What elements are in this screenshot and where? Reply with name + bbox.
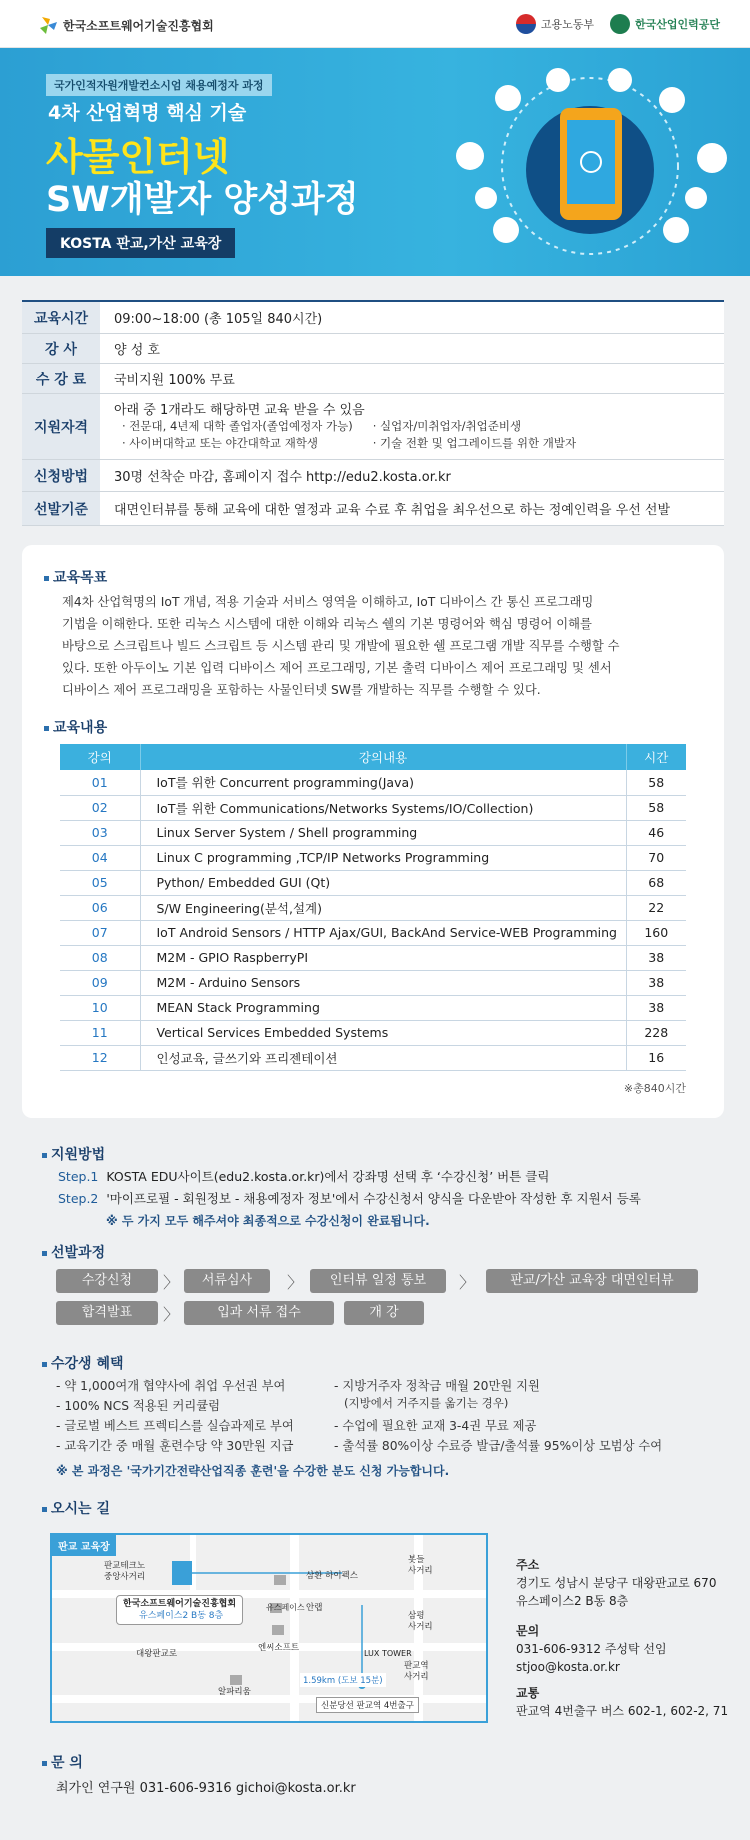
lecture-hours: 46 xyxy=(626,820,686,845)
moel-logo[interactable] xyxy=(516,14,594,34)
step-text: '마이프로필 - 회원정보 - 채용예정자 정보'에서 수강신청서 양식을 다운받아 작성한 후 지원서 등록 xyxy=(106,1191,641,1206)
lecture-number: 01 xyxy=(60,770,140,795)
section-title: 수강생 혜택 xyxy=(42,1353,124,1373)
map-landmark: 삼환 하이펙스 xyxy=(306,1571,358,1581)
table-row xyxy=(60,1020,686,1045)
lecture-number: 07 xyxy=(60,920,140,945)
map-landmark: 알파리움 xyxy=(218,1687,251,1697)
table-row xyxy=(60,795,686,820)
info-key: 지원자격 xyxy=(22,394,100,459)
goal-line: 있다. 또한 아두이노 기본 입력 디바이스 제어 프로그래밍, 기본 출력 디바이스 제어 프로그래밍 및 센서 xyxy=(62,661,612,675)
section-title: 선발과정 xyxy=(42,1242,105,1262)
lecture-hours: 38 xyxy=(626,970,686,995)
apply-note: ※ 두 가지 모두 해주셔야 최종적으로 수강신청이 완료됩니다. xyxy=(106,1214,430,1228)
info-value: 09:00~18:00 (총 105일 840시간) xyxy=(114,312,323,327)
info-row xyxy=(22,364,724,394)
process-step: 수강신청 xyxy=(56,1269,158,1293)
lecture-number: 09 xyxy=(60,970,140,995)
process-step: 인터뷰 일정 통보 xyxy=(310,1269,446,1293)
addr-title: 주소 xyxy=(516,1558,540,1572)
info-row-qualification xyxy=(22,394,724,460)
qual-item: · 전문대, 4년제 대학 졸업자(졸업예정자 가능) xyxy=(122,419,353,433)
map-station: 신분당선 판교역 4번출구 xyxy=(316,1697,419,1713)
col-header: 강의 xyxy=(60,744,140,770)
location-map[interactable] xyxy=(50,1533,488,1723)
contact-title: 문의 xyxy=(516,1624,540,1638)
hero-banner xyxy=(0,48,750,276)
hero-location: KOSTA 판교,가산 교육장 xyxy=(46,228,235,258)
hrd-logo[interactable] xyxy=(610,14,720,34)
info-row xyxy=(22,302,724,334)
chevron-right-icon: 〉 xyxy=(162,1273,179,1292)
lecture-hours: 58 xyxy=(626,795,686,820)
col-header: 강의내용 xyxy=(140,744,626,770)
process-step: 판교/가산 교육장 대면인터뷰 xyxy=(486,1269,698,1293)
table-row xyxy=(60,920,686,945)
taegeuk-icon xyxy=(516,14,536,34)
lecture-hours: 16 xyxy=(626,1045,686,1070)
hero-subtitle: 4차 산업혁명 핵심 기술 xyxy=(48,102,247,124)
section-title: 교육내용 xyxy=(44,717,107,737)
lecture-number: 04 xyxy=(60,845,140,870)
benefit-item: - 100% NCS 적용된 커리큘럼 xyxy=(56,1399,220,1413)
section-title: 문 의 xyxy=(42,1752,83,1772)
info-key: 수 강 료 xyxy=(22,364,100,393)
col-header: 시간 xyxy=(626,744,686,770)
benefit-item: - 약 1,000여개 협약사에 취업 우선권 부여 xyxy=(56,1379,286,1393)
lecture-title: IoT를 위한 Communications/Networks Systems/IO/Collection) xyxy=(140,795,626,820)
info-row xyxy=(22,334,724,364)
lecture-number: 02 xyxy=(60,795,140,820)
goal-line: 제4차 산업혁명의 IoT 개념, 적용 기술과 서비스 영역을 이해하고, IoT 디바이스 간 통신 프로그래밍 xyxy=(62,595,594,609)
info-value: 국비지원 100% 무료 xyxy=(114,373,235,388)
lecture-number: 06 xyxy=(60,895,140,920)
benefit-item: - 수업에 필요한 교재 3-4권 무료 제공 xyxy=(334,1419,537,1433)
hrd-icon xyxy=(610,14,630,34)
table-row xyxy=(60,945,686,970)
map-label: 판교 교육장 xyxy=(52,1535,116,1556)
course-info-table xyxy=(22,300,724,526)
info-row xyxy=(22,492,724,526)
section-title: 오시는 길 xyxy=(42,1498,110,1518)
table-row xyxy=(60,970,686,995)
qual-item: · 사이버대학교 또는 야간대학교 재학생 xyxy=(122,436,319,450)
lecture-number: 12 xyxy=(60,1045,140,1070)
contact-email[interactable]: stjoo@kosta.or.kr xyxy=(516,1660,620,1674)
table-row xyxy=(60,1045,686,1070)
inquiry-text: 최가인 연구원 031-606-9316 gichoi@kosta.or.kr xyxy=(56,1781,356,1796)
step-text: KOSTA EDU사이트(edu2.kosta.or.kr)에서 강좌명 선택 후 ‘수강신청’ 버튼 클릭 xyxy=(106,1169,550,1184)
benefit-item: - 교육기간 중 매월 훈련수당 약 30만원 지급 xyxy=(56,1439,294,1453)
step-label: Step.2 xyxy=(58,1191,99,1206)
moel-name: 고용노동부 xyxy=(540,18,594,31)
lecture-hours: 70 xyxy=(626,845,686,870)
contact-block xyxy=(516,1622,667,1676)
step-label: Step.1 xyxy=(58,1169,99,1184)
hrd-name: 한국산업인력공단 xyxy=(634,18,720,31)
map-landmark: 삼평 사거리 xyxy=(408,1611,433,1632)
lecture-title: M2M - Arduino Sensors xyxy=(140,970,626,995)
lecture-hours: 160 xyxy=(626,920,686,945)
map-landmark: 엔씨소프트 xyxy=(258,1643,300,1653)
table-row xyxy=(60,845,686,870)
pinwheel-icon xyxy=(38,16,58,34)
info-key: 신청방법 xyxy=(22,460,100,491)
hero-kicker: 국가인적자원개발컨소시엄 채용예정자 과정 xyxy=(46,74,272,96)
map-landmark: 판교역 사거리 xyxy=(404,1661,429,1682)
lecture-hours: 58 xyxy=(626,770,686,795)
chevron-right-icon: 〉 xyxy=(162,1305,179,1324)
iot-illustration xyxy=(450,58,740,268)
info-key: 강 사 xyxy=(22,334,100,363)
benefit-item: - 출석률 80%이상 수료증 발급/출석률 95%이상 모범상 수여 xyxy=(334,1439,663,1453)
lecture-number: 08 xyxy=(60,945,140,970)
chevron-right-icon: 〉 xyxy=(286,1273,303,1292)
chevron-right-icon: 〉 xyxy=(458,1273,475,1292)
map-distance: 1.59km (도보 15분) xyxy=(300,1673,386,1687)
table-row xyxy=(60,895,686,920)
addr-line: 유스페이스2 B동 8층 xyxy=(516,1594,629,1608)
hero-title-1: 사물인터넷 xyxy=(46,135,230,179)
qual-main: 아래 중 1개라도 해당하면 교육 받을 수 있음 xyxy=(114,403,365,418)
benefits-left xyxy=(56,1376,294,1456)
trans-title: 교통 xyxy=(516,1686,540,1700)
table-row xyxy=(60,820,686,845)
lecture-title: IoT Android Sensors / HTTP Ajax/GUI, BackAnd Service-WEB Programming xyxy=(140,920,626,945)
table-row xyxy=(60,995,686,1020)
addr-line: 경기도 성남시 분당구 대왕판교로 670 xyxy=(516,1576,717,1590)
section-title: 교육목표 xyxy=(44,567,107,587)
lecture-hours: 38 xyxy=(626,945,686,970)
curriculum-table xyxy=(60,744,686,1071)
benefits-note: ※ 본 과정은 '국가기간전략산업직종 훈련'을 수강한 분도 신청 가능합니다. xyxy=(56,1464,450,1478)
lecture-hours: 38 xyxy=(626,995,686,1020)
top-bar xyxy=(0,0,750,48)
apply-steps xyxy=(58,1166,641,1232)
benefit-item: - 지방거주자 정착금 매월 20만원 지원 xyxy=(334,1379,540,1393)
trans-line: 판교역 4번출구 버스 602-1, 602-2, 71 xyxy=(516,1704,729,1718)
lecture-number: 05 xyxy=(60,870,140,895)
lecture-number: 10 xyxy=(60,995,140,1020)
map-landmark: 안랩 xyxy=(306,1603,323,1613)
info-value: 대면인터뷰를 통해 교육에 대한 열정과 교육 수료 후 취업을 최우선으로 하는 정예인력을 우선 선발 xyxy=(114,503,671,518)
curriculum-card xyxy=(22,545,724,1118)
lecture-title: Vertical Services Embedded Systems xyxy=(140,1020,626,1045)
goal-line: 기법을 이해한다. 또한 리눅스 시스템에 대한 이해와 리눅스 쉘의 기본 명령어와 핵심 명령어 이해를 xyxy=(62,617,592,631)
lecture-title: 인성교육, 글쓰기와 프리젠테이션 xyxy=(140,1045,626,1070)
lecture-number: 11 xyxy=(60,1020,140,1045)
benefit-item: - 글로벌 베스트 프렉티스를 실습과제로 부여 xyxy=(56,1419,294,1433)
goal-line: 바탕으로 스크립트나 빌드 스크립트 등 시스템 관리 및 개발에 필요한 쉘 프로그램 개발 직무를 수행할 수 xyxy=(62,639,620,653)
section-title: 지원방법 xyxy=(42,1144,105,1164)
lecture-hours: 228 xyxy=(626,1020,686,1045)
lecture-title: MEAN Stack Programming xyxy=(140,995,626,1020)
qual-item: · 기술 전환 및 업그레이드를 위한 개발자 xyxy=(372,436,577,450)
table-row xyxy=(60,870,686,895)
benefits-right xyxy=(334,1376,662,1456)
kosta-logo[interactable] xyxy=(38,16,214,34)
org-name: 한국소프트웨어기술진흥협회 xyxy=(63,18,214,33)
info-key: 선발기준 xyxy=(22,492,100,525)
address-block xyxy=(516,1556,716,1610)
total-hours: ※총840시간 xyxy=(623,1082,686,1095)
goal-line: 디바이스 제어 프로그래밍을 포함하는 사물인터넷 SW를 개발하는 직무를 수행할 수 있다. xyxy=(62,683,541,697)
map-landmark: 유스페이스 xyxy=(266,1603,305,1612)
lecture-title: Linux C programming ,TCP/IP Networks Programming xyxy=(140,845,626,870)
map-destination: 한국소프트웨어기술진흥협회 유스페이스2 B동 8층 xyxy=(116,1595,243,1625)
lecture-title: IoT를 위한 Concurrent programming(Java) xyxy=(140,770,626,795)
process-step: 합격발표 xyxy=(56,1301,158,1325)
map-landmark: 봇들 사거리 xyxy=(408,1555,433,1576)
goal-text xyxy=(62,591,702,701)
lecture-hours: 68 xyxy=(626,870,686,895)
lecture-title: S/W Engineering(분석,설계) xyxy=(140,895,626,920)
benefit-item: (지방에서 거주지를 옮기는 경우) xyxy=(344,1396,509,1410)
qual-item: · 실업자/미취업자/취업준비생 xyxy=(372,419,522,433)
lecture-title: Python/ Embedded GUI (Qt) xyxy=(140,870,626,895)
process-step: 개 강 xyxy=(344,1301,424,1325)
contact-line: 031-606-9312 주성탁 선임 xyxy=(516,1642,667,1656)
info-value[interactable]: 30명 선착순 마감, 홈페이지 접수 http://edu2.kosta.or.kr xyxy=(114,470,451,485)
lecture-hours: 22 xyxy=(626,895,686,920)
transport-block xyxy=(516,1684,728,1720)
info-row xyxy=(22,460,724,492)
info-key: 교육시간 xyxy=(22,302,100,333)
hero-title-2: SW개발자 양성과정 xyxy=(46,180,359,220)
map-landmark: 대왕판교로 xyxy=(136,1649,178,1659)
table-row xyxy=(60,770,686,795)
process-step: 입과 서류 접수 xyxy=(184,1301,334,1325)
map-landmark: LUX TOWER xyxy=(364,1649,412,1658)
lecture-title: M2M - GPIO RaspberryPI xyxy=(140,945,626,970)
info-value: 양 성 호 xyxy=(114,343,160,358)
map-landmark: 판교테크노 중앙사거리 xyxy=(104,1561,146,1582)
lecture-number: 03 xyxy=(60,820,140,845)
process-step: 서류심사 xyxy=(184,1269,270,1293)
lecture-title: Linux Server System / Shell programming xyxy=(140,820,626,845)
